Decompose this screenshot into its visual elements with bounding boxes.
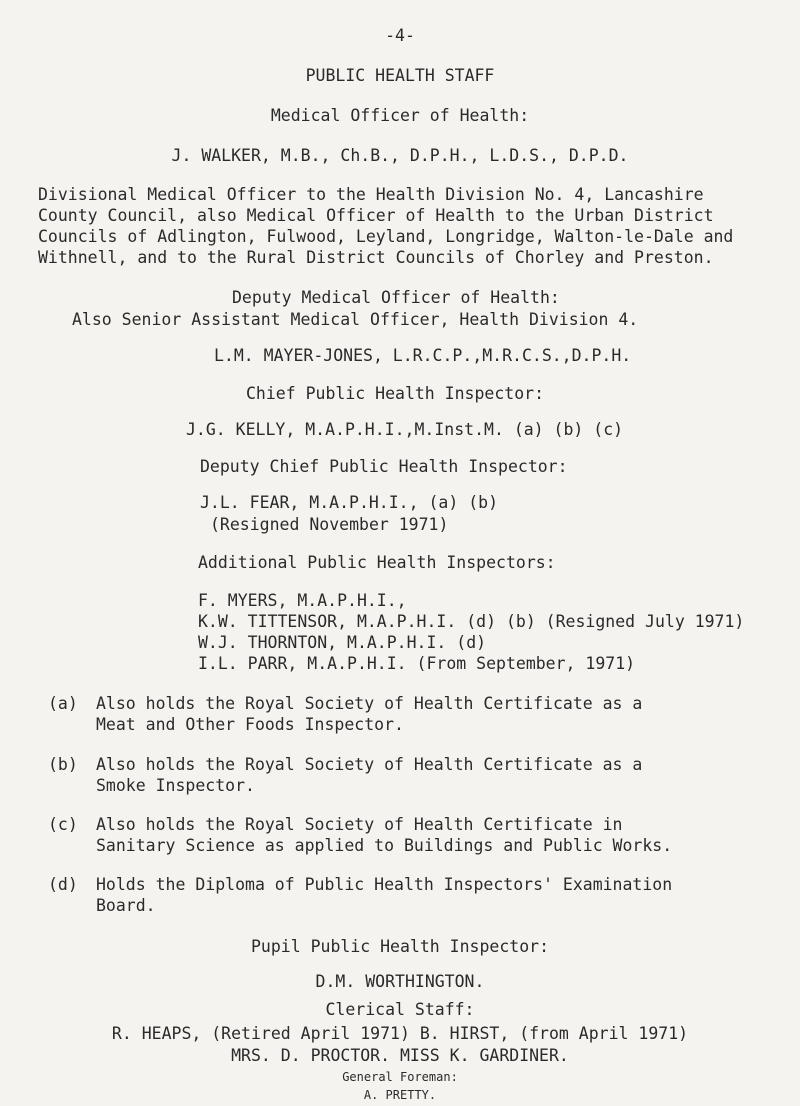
footnote-a-key: (a) (48, 694, 78, 713)
moh-desc-3: Councils of Adlington, Fulwood, Leyland, Longridge, Walton-le-Dale and (38, 227, 734, 246)
footnote-b-line2: Smoke Inspector. (96, 776, 255, 795)
clerical-line2: MRS. D. PROCTOR. MISS K. GARDINER. (231, 1046, 569, 1065)
footnote-d-line2: Board. (96, 896, 156, 915)
additional-phi-3: W.J. THORNTON, M.A.P.H.I. (d) (198, 633, 487, 652)
footnote-b-key: (b) (48, 755, 78, 774)
pupil-name: D.M. WORTHINGTON. (315, 972, 485, 991)
deputy-chief-phi-name: J.L. FEAR, M.A.P.H.I., (a) (b) (200, 493, 499, 512)
deputy-name: L.M. MAYER-JONES, L.R.C.P.,M.R.C.S.,D.P.H. (214, 346, 632, 365)
moh-name: J. WALKER, M.B., Ch.B., D.P.H., L.D.S., D.P.D. (171, 146, 629, 165)
moh-desc-4: Withnell, and to the Rural District Councils of Chorley and Preston. (38, 248, 714, 267)
deputy-title: Deputy Medical Officer of Health: (232, 288, 560, 307)
chief-phi-title: Chief Public Health Inspector: (246, 384, 545, 403)
pupil-title: Pupil Public Health Inspector: (250, 937, 549, 956)
chief-phi-name: J.G. KELLY, M.A.P.H.I.,M.Inst.M. (a) (b) (c) (186, 420, 624, 439)
page-number: -4- (385, 26, 415, 45)
additional-phi-2: K.W. TITTENSOR, M.A.P.H.I. (d) (b) (Resigned July 1971) (198, 612, 745, 631)
foreman-name: A. PRETTY. (363, 1088, 437, 1102)
footnote-c-line2: Sanitary Science as applied to Buildings and Public Works. (96, 836, 673, 855)
footnote-b-line1: Also holds the Royal Society of Health Certificate as a (96, 755, 643, 774)
footnote-d-key: (d) (48, 875, 78, 894)
deputy-also: Also Senior Assistant Medical Officer, Health Division 4. (72, 310, 639, 329)
deputy-chief-phi-title: Deputy Chief Public Health Inspector: (200, 457, 568, 476)
clerical-title: Clerical Staff: (325, 1000, 475, 1019)
footnote-d-line1: Holds the Diploma of Public Health Inspectors' Examination (96, 875, 673, 894)
page-heading: PUBLIC HEALTH STAFF (305, 66, 495, 85)
footnote-c-line1: Also holds the Royal Society of Health Certificate in (96, 815, 623, 834)
deputy-chief-phi-note: (Resigned November 1971) (210, 515, 449, 534)
moh-desc-1: Divisional Medical Officer to the Health Division No. 4, Lancashire (38, 185, 704, 204)
foreman-title: General Foreman: (342, 1070, 458, 1084)
footnote-a-line2: Meat and Other Foods Inspector. (96, 715, 404, 734)
footnote-a-line1: Also holds the Royal Society of Health Certificate as a (96, 694, 643, 713)
additional-phi-1: F. MYERS, M.A.P.H.I., (198, 591, 407, 610)
moh-desc-2: County Council, also Medical Officer of Health to the Urban District (38, 206, 714, 225)
moh-title: Medical Officer of Health: (270, 106, 530, 125)
footnote-c-key: (c) (48, 815, 78, 834)
additional-phi-title: Additional Public Health Inspectors: (198, 553, 556, 572)
additional-phi-4: I.L. PARR, M.A.P.H.I. (From September, 1971) (198, 654, 636, 673)
clerical-line1: R. HEAPS, (Retired April 1971) B. HIRST, (from April 1971) (111, 1024, 689, 1043)
